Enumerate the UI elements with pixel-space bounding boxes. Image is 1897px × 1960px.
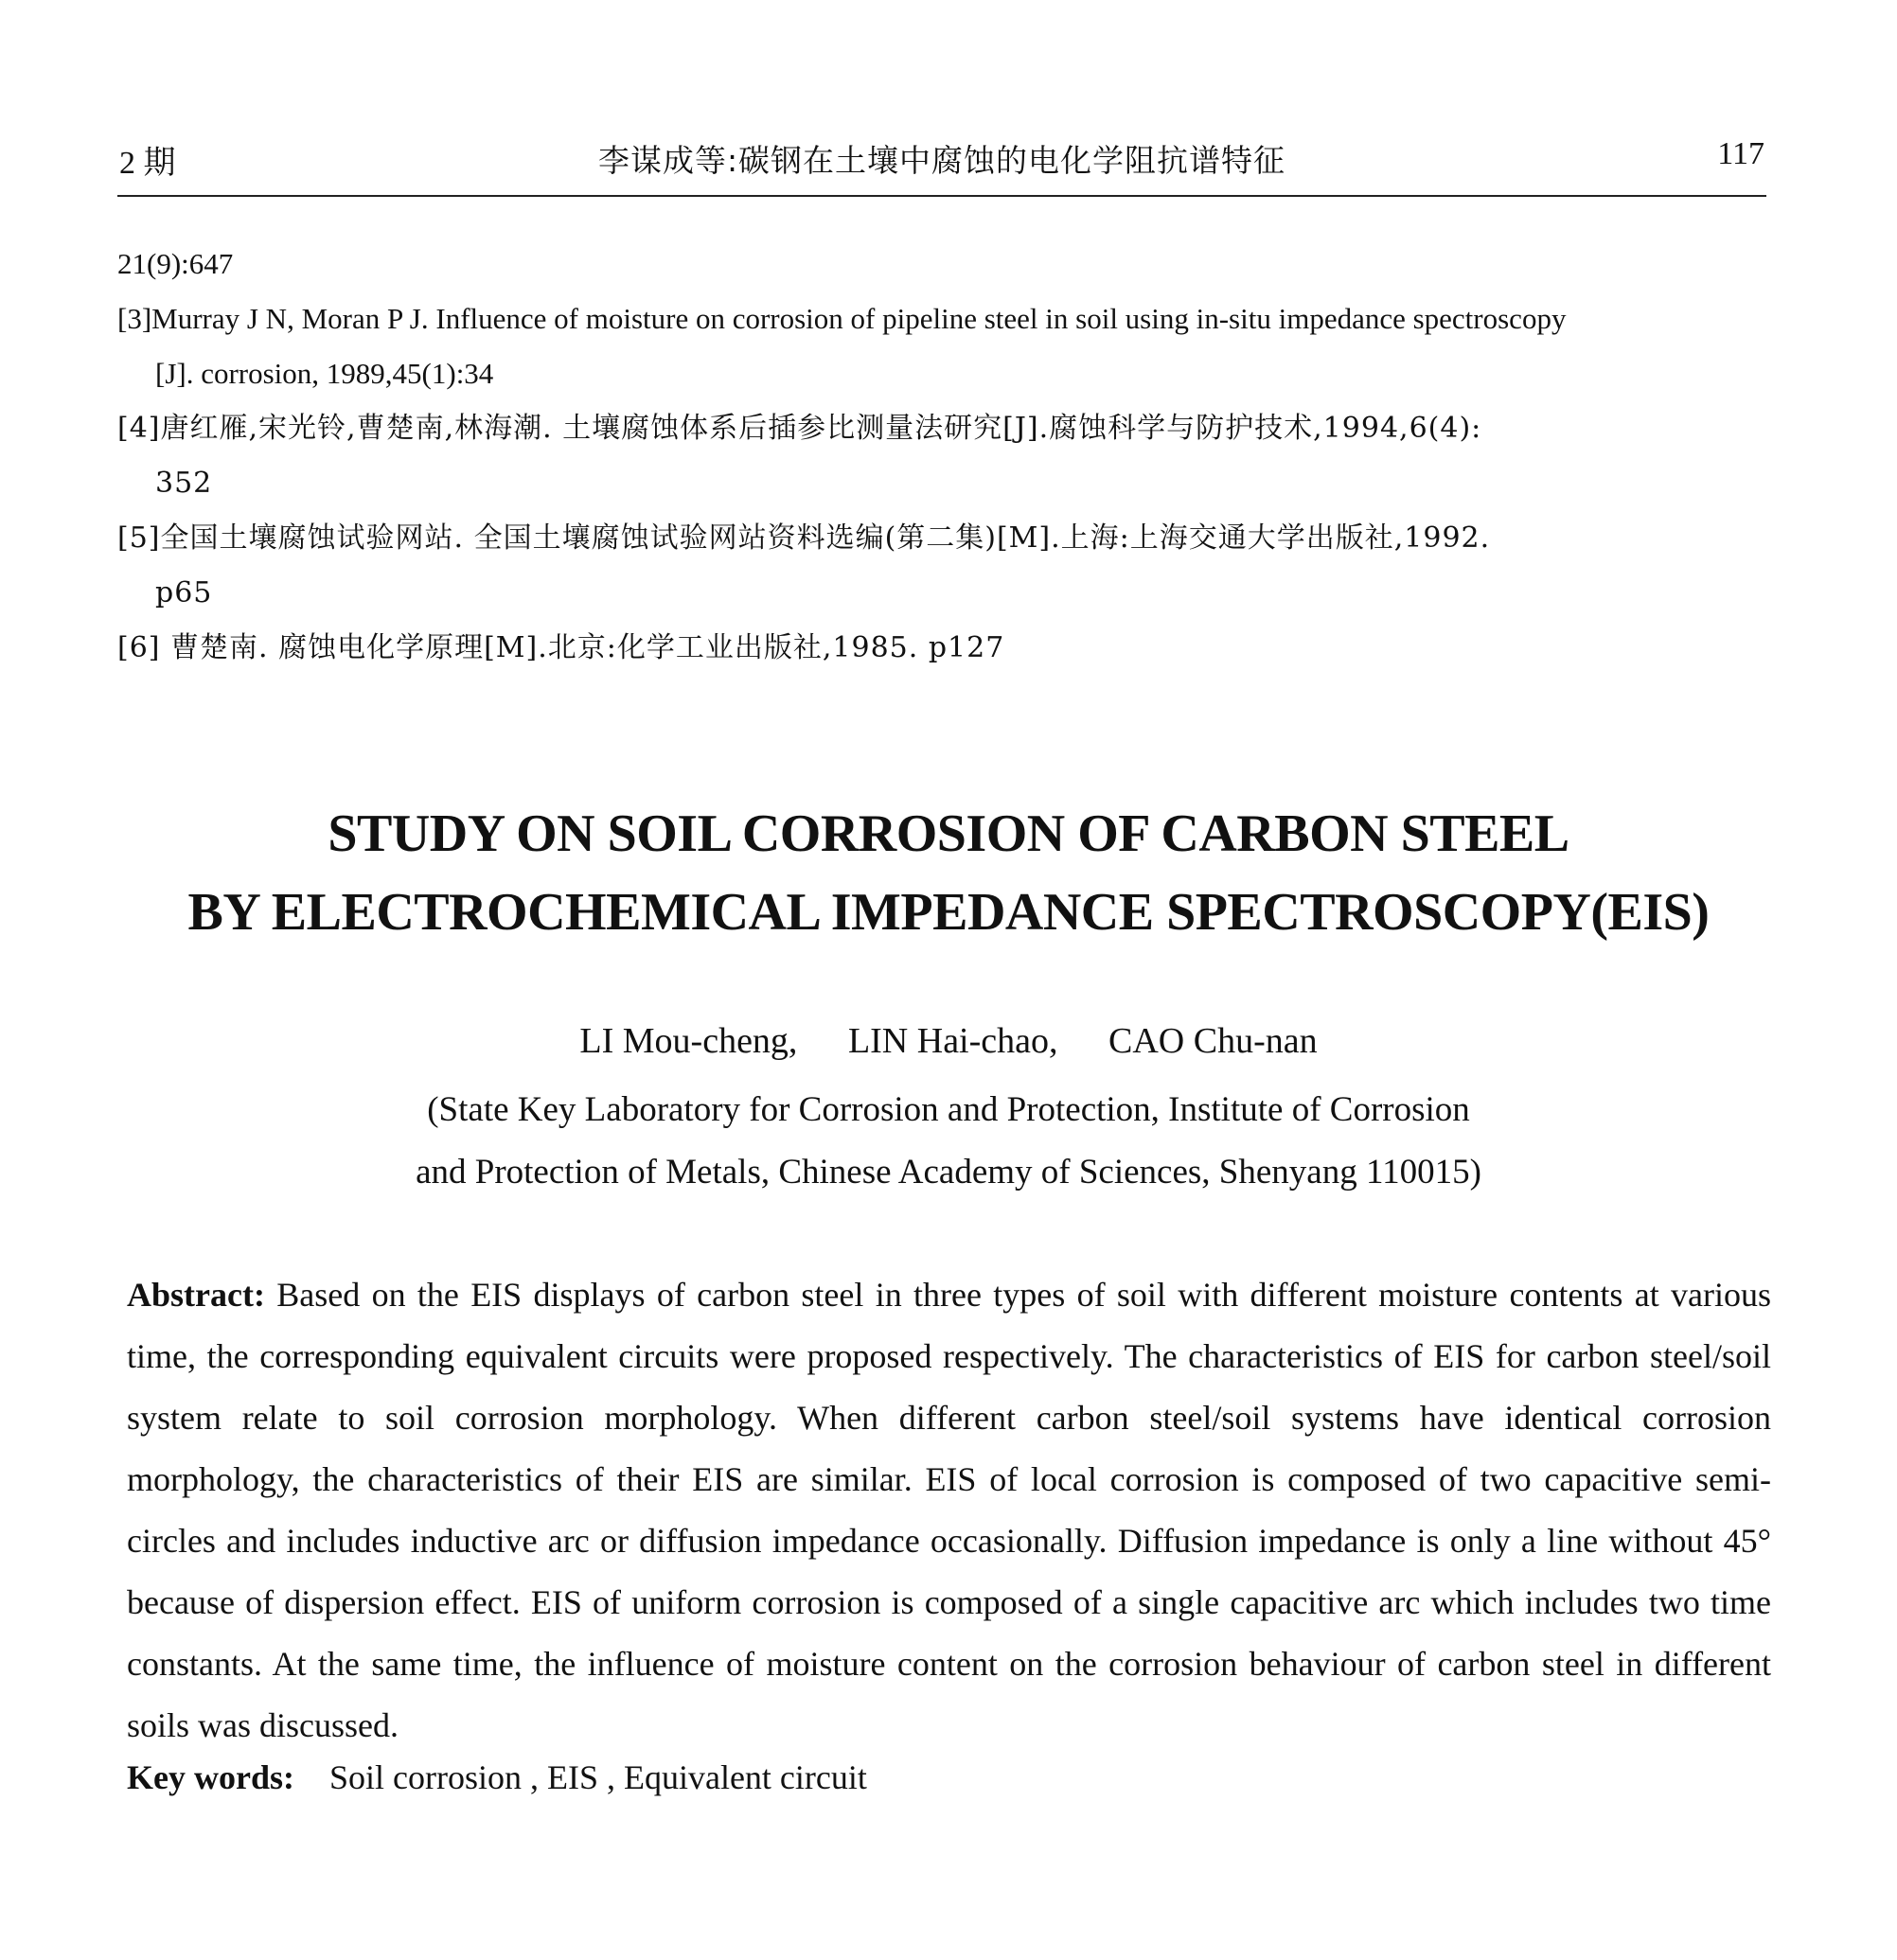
abstract-label: Abstract: (127, 1276, 265, 1314)
paper-title (0, 795, 1897, 952)
reference-line: [3]Murray J N, Moran P J. Influence of moisture on corrosion of pipeline steel in soil using in-situ impedance spectroscopy (117, 302, 1567, 335)
author-name: LIN Hai-chao, (847, 1021, 1058, 1061)
reference-list (117, 237, 1769, 676)
reference-item (117, 291, 1769, 401)
author-name: LI Mou-cheng, (579, 1021, 798, 1061)
reference-line: [5]全国土壤腐蚀试验网站. 全国土壤腐蚀试验网站资料选编(第二集)[M].上海:上海交通大学出版社,1992. (117, 521, 1491, 555)
affiliation (0, 1079, 1897, 1204)
author-list (0, 1020, 1897, 1062)
running-header (117, 132, 1766, 197)
affiliation-line-1: (State Key Laboratory for Corrosion and Protection, Institute of Corrosion (427, 1090, 1470, 1129)
reference-continuation: 352 (155, 467, 213, 500)
reference-item (117, 401, 1769, 511)
reference-line: [4]唐红雁,宋光铃,曹楚南,林海潮. 土壤腐蚀体系后插参比测量法研究[J].腐蚀科学与防护技术,1994,6(4): (117, 412, 1482, 445)
title-line-2: BY ELECTROCHEMICAL IMPEDANCE SPECTROSCOPY(EIS) (187, 883, 1710, 942)
page-number: 117 (1717, 136, 1764, 171)
title-line-1: STUDY ON SOIL CORROSION OF CARBON STEEL (328, 804, 1569, 863)
keywords-label: Key words: (127, 1758, 294, 1796)
keywords-text: Soil corrosion , EIS , Equivalent circuit (328, 1758, 867, 1796)
issue-number: 2 期 (119, 146, 176, 181)
running-title: 李谋成等:碳钢在土壤中腐蚀的电化学阻抗谱特征 (597, 142, 1286, 179)
author-name: CAO Chu-nan (1108, 1021, 1318, 1061)
affiliation-line-2: and Protection of Metals, Chinese Academy of Sciences, Shenyang 110015) (416, 1153, 1481, 1192)
reference-item (117, 237, 1769, 291)
abstract-text: Based on the EIS displays of carbon steel in three types of soil with different moisture contents at various time, the corresponding equivalent circuits were proposed respectively. The characteristics of EIS for carbon steel/soil system relate to soil corrosion morphology. When different carbon steel/soil systems have identical corrosion morphology, the characteristics of their EIS are similar. EIS of local corrosion is composed of two capacitive semi-circles and includes inductive arc or diffusion impedance occasionally. Diffusion impedance is only a line without 45° because of dispersion effect. EIS of uniform corrosion is composed of a single capacitive arc which includes two time constants. At the same time, the influence of moisture content on the corrosion behaviour of carbon steel in different soils was discussed. (127, 1276, 1772, 1744)
abstract (127, 1264, 1771, 1757)
reference-line: 21(9):647 (117, 247, 234, 280)
reference-continuation: [J]. corrosion, 1989,45(1):34 (155, 357, 494, 390)
reference-line: [6] 曹楚南. 腐蚀电化学原理[M].北京:化学工业出版社,1985. p127 (117, 631, 1005, 664)
reference-item (117, 511, 1769, 621)
reference-continuation: p65 (155, 576, 213, 609)
reference-item (117, 621, 1769, 676)
keywords (127, 1757, 867, 1797)
